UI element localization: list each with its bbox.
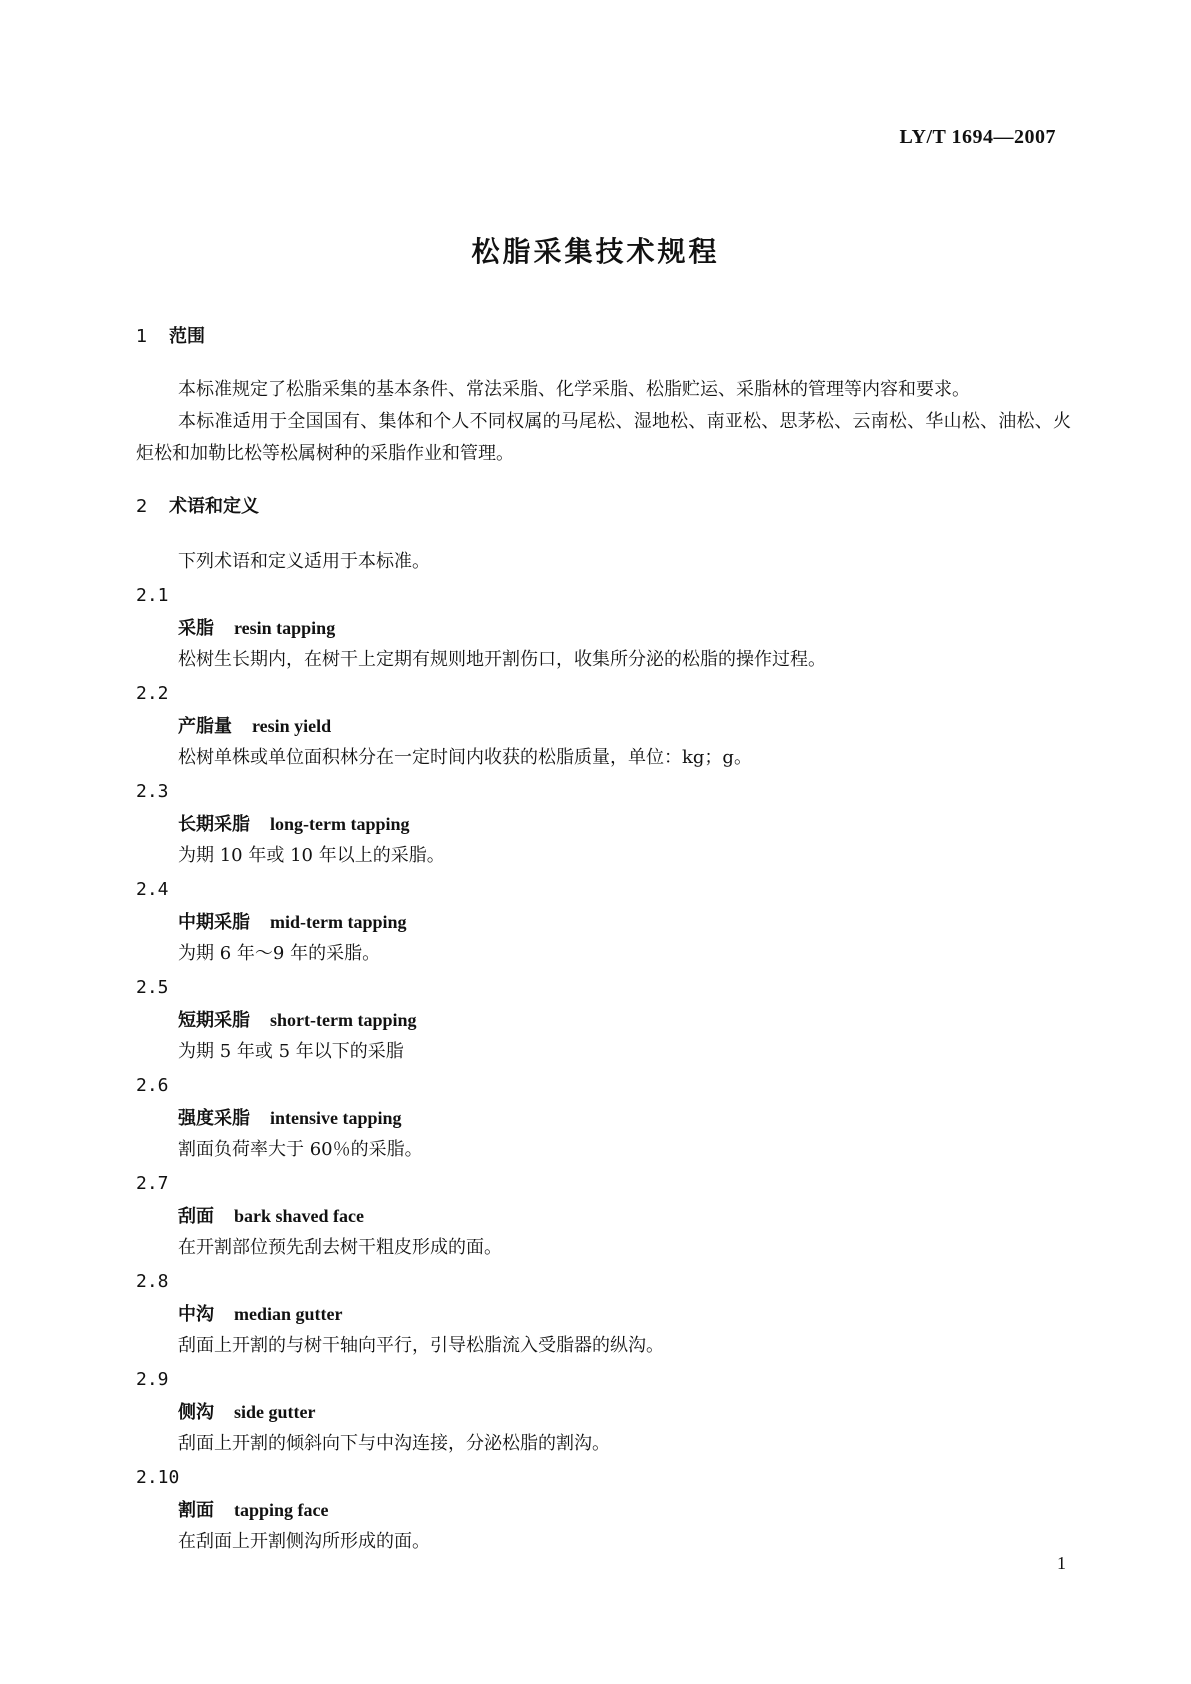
term-english: tapping face bbox=[234, 1500, 329, 1520]
term-english: side gutter bbox=[234, 1402, 316, 1422]
section-title: 术语和定义 bbox=[169, 496, 259, 517]
term-entry bbox=[136, 678, 1071, 774]
term-number: 2.9 bbox=[136, 1369, 169, 1390]
term-chinese: 中沟 bbox=[178, 1304, 214, 1325]
term-heading bbox=[136, 1298, 1071, 1330]
term-entry bbox=[136, 1364, 1071, 1460]
term-definition: 刮面上开割的倾斜向下与中沟连接，分泌松脂的割沟。 bbox=[178, 1433, 610, 1454]
term-number: 2.1 bbox=[136, 585, 169, 606]
section-title: 范围 bbox=[169, 326, 205, 347]
term-entry bbox=[136, 972, 1071, 1068]
term-number: 2.3 bbox=[136, 781, 169, 802]
term-english: long-term tapping bbox=[270, 814, 410, 834]
term-heading bbox=[136, 612, 1071, 644]
term-entry bbox=[136, 874, 1071, 970]
term-heading bbox=[136, 906, 1071, 938]
term-number: 2.10 bbox=[136, 1467, 180, 1488]
term-chinese: 刮面 bbox=[178, 1206, 214, 1227]
term-entry bbox=[136, 580, 1071, 676]
term-list bbox=[136, 580, 1071, 1558]
scope-paragraph: 本标准规定了松脂采集的基本条件、常法采脂、化学采脂、松脂贮运、采脂林的管理等内容和要求。 bbox=[178, 379, 970, 400]
term-definition: 松树生长期内，在树干上定期有规则地开割伤口，收集所分泌的松脂的操作过程。 bbox=[178, 649, 826, 670]
term-chinese: 产脂量 bbox=[178, 716, 232, 737]
term-entry bbox=[136, 1070, 1071, 1166]
page-number: 1 bbox=[1057, 1553, 1066, 1573]
section-heading-scope bbox=[136, 320, 1071, 354]
term-heading bbox=[136, 710, 1071, 742]
term-chinese: 割面 bbox=[178, 1500, 214, 1521]
term-entry bbox=[136, 1462, 1071, 1558]
standard-code: LY/T 1694—2007 bbox=[899, 126, 1056, 148]
term-entry bbox=[136, 776, 1071, 872]
term-number: 2.4 bbox=[136, 879, 169, 900]
term-chinese: 中期采脂 bbox=[178, 912, 250, 933]
term-chinese: 长期采脂 bbox=[178, 814, 250, 835]
term-definition: 为期 5 年或 5 年以下的采脂 bbox=[178, 1041, 404, 1062]
term-chinese: 采脂 bbox=[178, 618, 214, 639]
term-english: median gutter bbox=[234, 1304, 343, 1324]
term-number: 2.7 bbox=[136, 1173, 169, 1194]
term-number: 2.6 bbox=[136, 1075, 169, 1096]
term-heading bbox=[136, 1494, 1071, 1526]
term-definition: 刮面上开割的与树干轴向平行，引导松脂流入受脂器的纵沟。 bbox=[178, 1335, 664, 1356]
term-number: 2.2 bbox=[136, 683, 169, 704]
scope-paragraph: 本标准适用于全国国有、集体和个人不同权属的马尾松、湿地松、南亚松、思茅松、云南松、华山松、油松、火炬松和加勒比松等松属树种的采脂作业和管理。 bbox=[136, 411, 1071, 464]
term-definition: 割面负荷率大于 60％的采脂。 bbox=[178, 1139, 423, 1160]
term-heading bbox=[136, 808, 1071, 840]
term-heading bbox=[136, 1004, 1071, 1036]
term-chinese: 侧沟 bbox=[178, 1402, 214, 1423]
term-number: 2.5 bbox=[136, 977, 169, 998]
term-heading bbox=[136, 1200, 1071, 1232]
term-definition: 为期 10 年或 10 年以上的采脂。 bbox=[178, 845, 445, 866]
section-number: 2 bbox=[136, 496, 148, 517]
term-english: resin tapping bbox=[234, 618, 336, 638]
term-definition: 在刮面上开割侧沟所形成的面。 bbox=[178, 1531, 430, 1552]
term-entry bbox=[136, 1266, 1071, 1362]
term-entry bbox=[136, 1168, 1071, 1264]
term-english: resin yield bbox=[252, 716, 332, 736]
term-definition: 松树单株或单位面积林分在一定时间内收获的松脂质量，单位：kg；g。 bbox=[178, 747, 752, 768]
document-title: 松脂采集技术规程 bbox=[471, 235, 720, 268]
term-chinese: 强度采脂 bbox=[178, 1108, 250, 1129]
term-definition: 在开割部位预先刮去树干粗皮形成的面。 bbox=[178, 1237, 502, 1258]
term-definition: 为期 6 年～9 年的采脂。 bbox=[178, 943, 381, 964]
term-english: bark shaved face bbox=[234, 1206, 364, 1226]
term-chinese: 短期采脂 bbox=[178, 1010, 250, 1031]
term-number: 2.8 bbox=[136, 1271, 169, 1292]
term-english: short-term tapping bbox=[270, 1010, 417, 1030]
section-number: 1 bbox=[136, 326, 148, 347]
section-heading-terms bbox=[136, 490, 1071, 524]
document-body bbox=[136, 320, 1071, 1558]
term-english: mid-term tapping bbox=[270, 912, 407, 932]
terms-intro: 下列术语和定义适用于本标准。 bbox=[178, 551, 430, 572]
term-heading bbox=[136, 1102, 1071, 1134]
term-english: intensive tapping bbox=[270, 1108, 402, 1128]
term-heading bbox=[136, 1396, 1071, 1428]
